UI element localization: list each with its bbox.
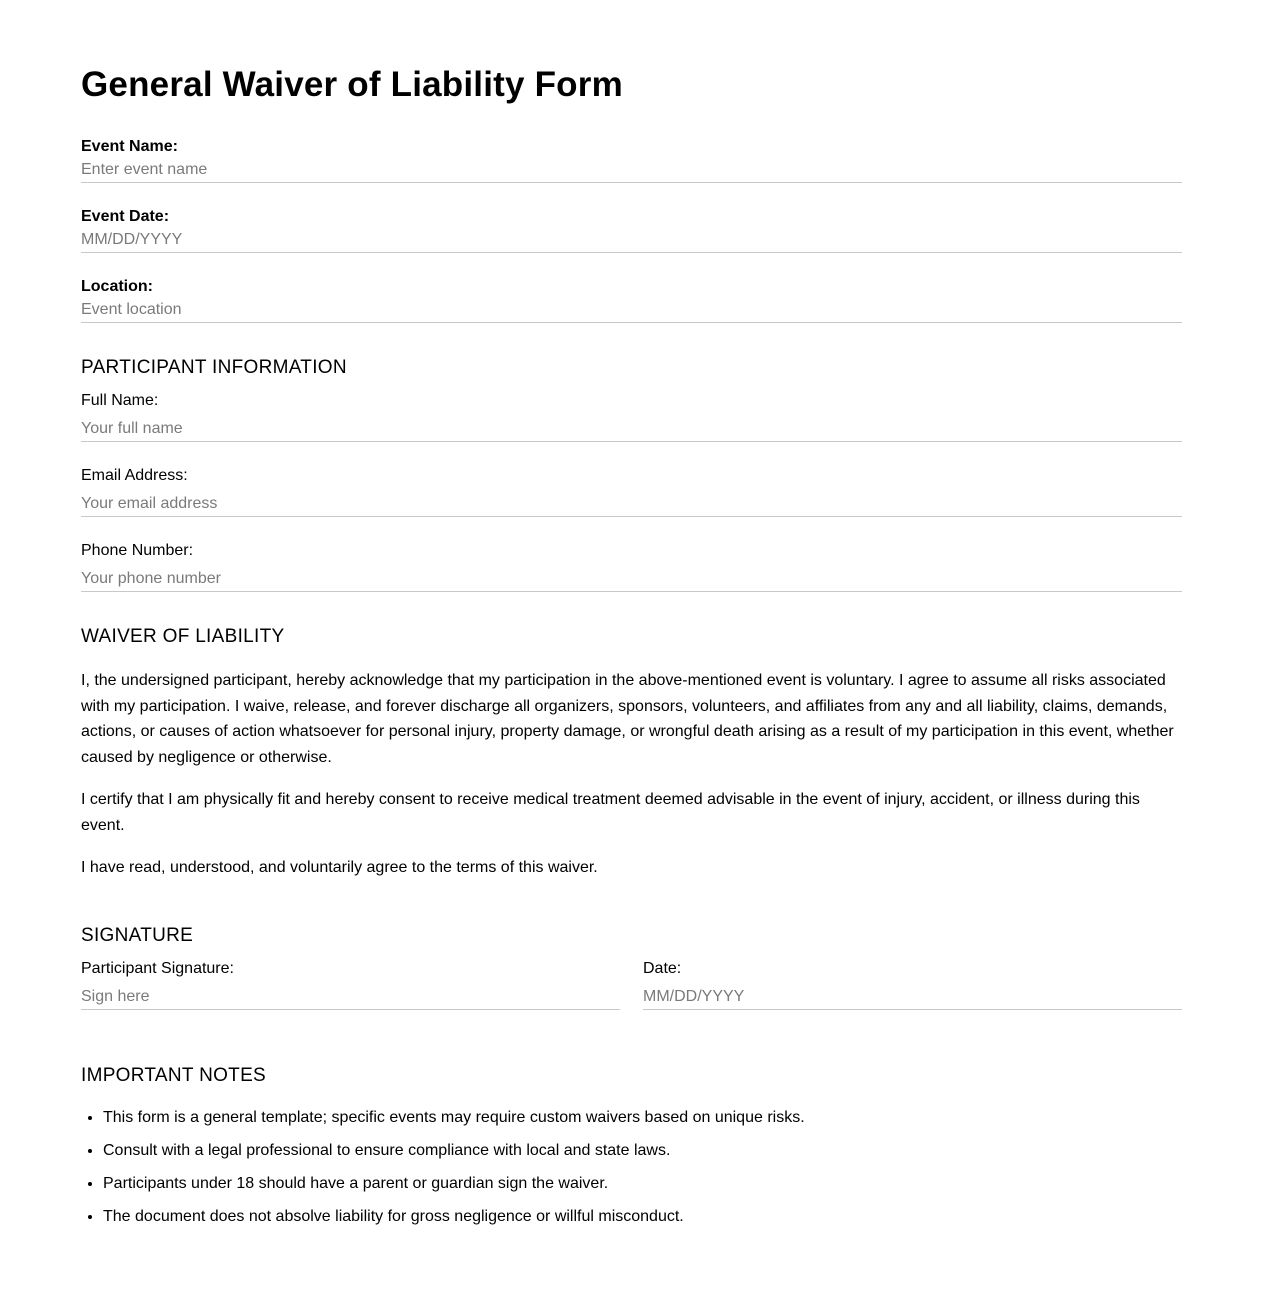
waiver-form-page [81,0,1182,1226]
participant-info-heading: PARTICIPANT INFORMATION [81,357,347,378]
event-date-field [81,208,1182,253]
important-notes-list [81,1109,1182,1226]
list-item: • This form is a general template; specific events may require custom waivers based on unique risks. [103,1109,1182,1127]
event-date-input[interactable] [81,231,1182,253]
full-name-label: Full Name: [81,392,159,409]
phone-label: Phone Number: [81,542,194,559]
event-name-label: Event Name: [81,138,178,155]
email-field [81,467,1182,517]
phone-field [81,542,1182,592]
event-location-label: Location: [81,278,153,295]
full-name-field [81,392,1182,442]
list-item: • The document does not absolve liability for gross negligence or willful misconduct. [103,1208,1182,1226]
participant-signature-input[interactable] [81,988,620,1010]
signature-date-input[interactable] [643,988,1182,1010]
page-title: General Waiver of Liability Form [81,65,623,104]
waiver-paragraph: I have read, understood, and voluntarily agree to the terms of this waiver. [81,859,598,876]
event-location-input[interactable] [81,301,1182,323]
event-location-field [81,278,1182,323]
waiver-paragraph: I, the undersigned participant, hereby acknowledge that my participation in the above-mentioned event is voluntary. I agree to assume all risks associated with my participation. I waive, release, and forever discharge all organizers, sponsors, volunteers, and affiliates from any and all liability, claims, demands, actions, or causes of action whatsoever for personal injury, property damage, or wrongful death arising as a result of my participation in this event, whether caused by negligence or otherwise. [81,672,1174,766]
waiver-heading: WAIVER OF LIABILITY [81,626,285,647]
signature-date-field [643,960,1182,1010]
event-date-label: Event Date: [81,208,170,225]
list-item: • Participants under 18 should have a parent or guardian sign the waiver. [103,1175,1182,1193]
email-input[interactable] [81,495,1182,517]
participant-signature-field [81,960,620,1010]
signature-heading: SIGNATURE [81,924,194,946]
signature-row [81,960,1182,1010]
event-name-field [81,138,1182,183]
participant-signature-label: Participant Signature: [81,959,234,977]
waiver-paragraph: I certify that I am physically fit and hereby consent to receive medical treatment deemed advisable in the event of injury, accident, or illness during this event. [81,791,1140,834]
event-name-input[interactable] [81,161,1182,183]
phone-input[interactable] [81,570,1182,592]
important-notes-heading: IMPORTANT NOTES [81,1064,267,1086]
signature-date-label: Date: [643,959,682,977]
email-label: Email Address: [81,467,188,484]
full-name-input[interactable] [81,420,1182,442]
list-item: • Consult with a legal professional to ensure compliance with local and state laws. [103,1142,1182,1160]
